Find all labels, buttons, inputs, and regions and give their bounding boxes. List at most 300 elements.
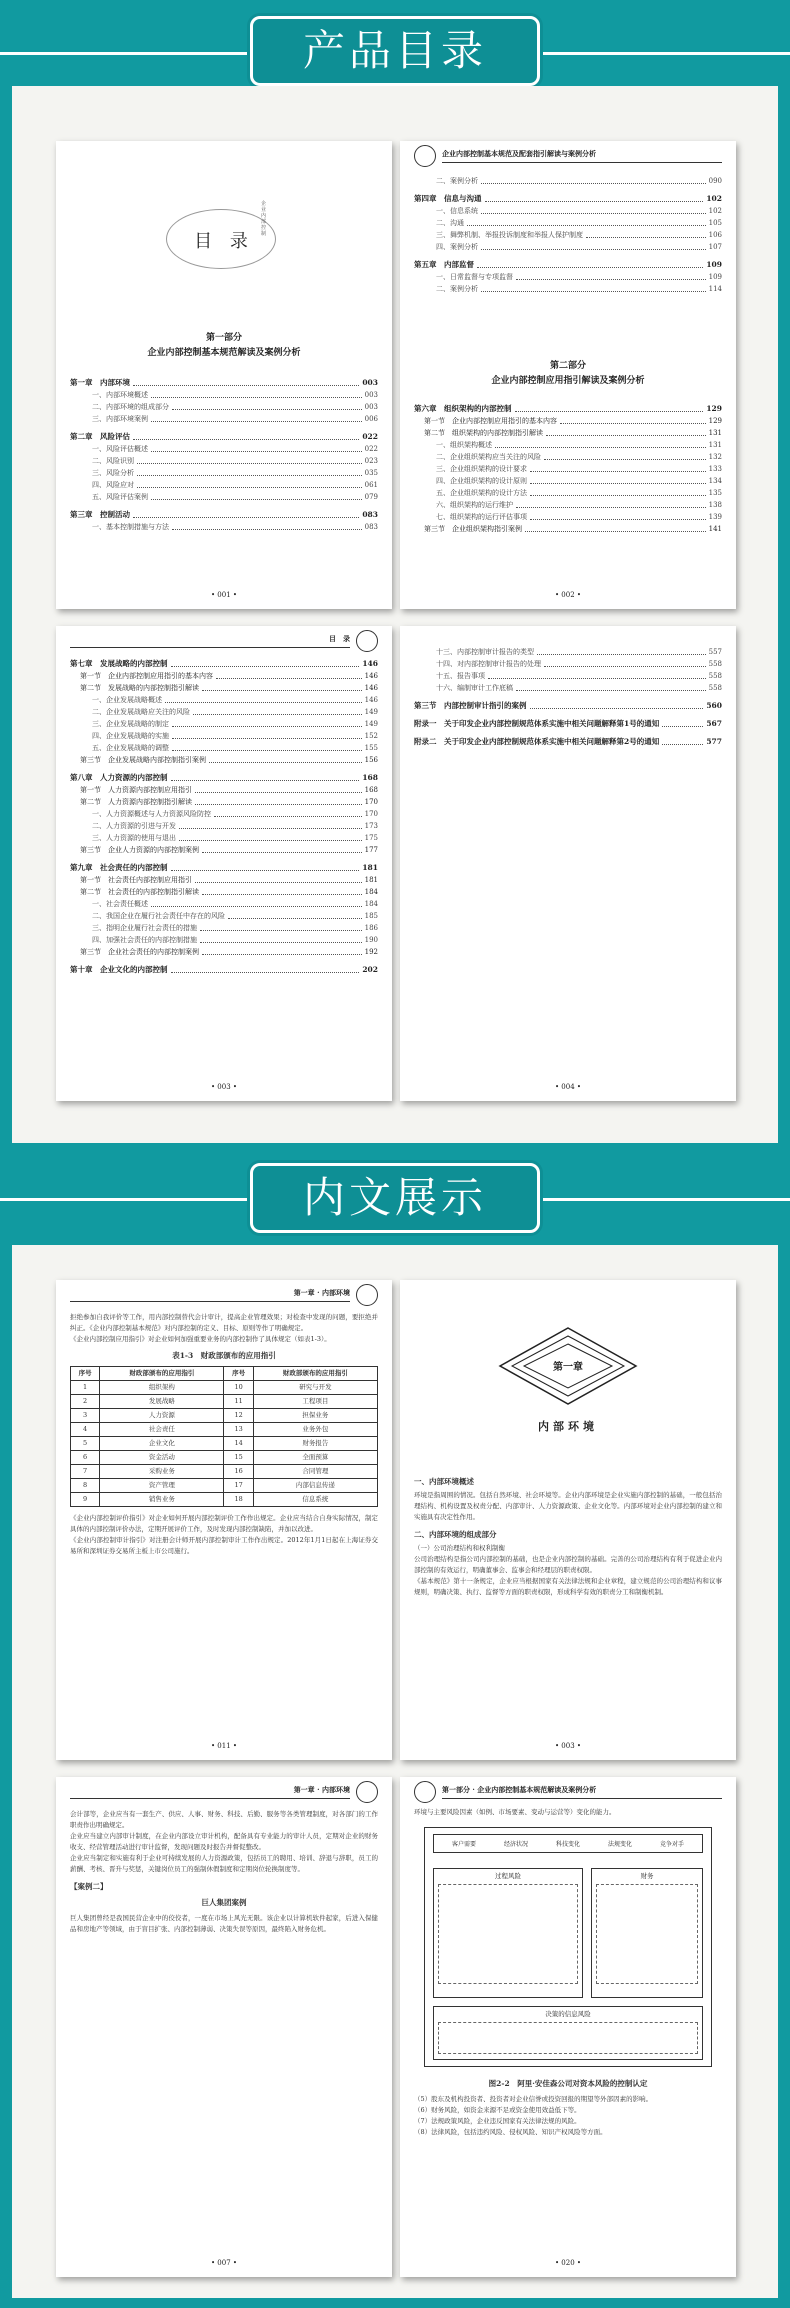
toc-entry-page: 139 (708, 513, 722, 521)
toc-entry-title: 二、企业发展战略应关注的风险 (92, 708, 190, 716)
page-header: 第一部分 · 企业内部控制基本规范解读及案例分析 (442, 1785, 722, 1799)
toc-leader (172, 726, 362, 727)
table-header-cell: 序号 (71, 1367, 100, 1381)
toc-entry-title: 一、内部环境概述 (92, 391, 148, 399)
toc-entry-title: 一、人力资源概述与人力资源风险防控 (92, 810, 211, 818)
toc-leader (172, 529, 362, 530)
toc-entry (414, 658, 722, 670)
toc-entry (414, 259, 722, 271)
toc-leader (216, 678, 362, 679)
toc-entry (70, 455, 378, 467)
toc-entry-title: 第二节 发展战略的内部控制指引解读 (80, 684, 199, 692)
toc-entry (414, 403, 722, 415)
toc-leader (137, 463, 362, 464)
toc-leader (202, 690, 362, 691)
toc-entry (70, 658, 378, 670)
toc-entry (414, 283, 722, 295)
toc-entry-title: 十六、编制审计工作底稿 (436, 684, 513, 692)
paragraph: 《基本规范》第十一条规定，企业应当根据国家有关法律法规和企业章程，建立规范的公司治理结构和议事规则，明确决策、执行、监督等方面的职责权限，形成科学有效的职责分工和制衡机制。 (414, 1577, 722, 1596)
table-cell: 11 (224, 1395, 253, 1409)
toc-entry-title: 三、企业组织架构的设计要求 (436, 465, 527, 473)
toc-entry (414, 427, 722, 439)
toc-entry-title: 二、我国企业在履行社会责任中存在的风险 (92, 912, 225, 920)
content-page-3 (56, 1777, 392, 2277)
toc-entry-title: 七、组织架构的运行评估事项 (436, 513, 527, 521)
diagram-label: 决策的信息风险 (545, 2010, 591, 2018)
toc-entry (70, 808, 378, 820)
table-row (71, 1423, 378, 1437)
toc-leader (481, 183, 706, 184)
toc-entry-page: 132 (708, 453, 722, 461)
toc-leader (137, 487, 362, 488)
toc-entry (70, 401, 378, 413)
toc-leader (179, 840, 362, 841)
toc-entry-title: 一、风险评估概述 (92, 445, 148, 453)
diagram-factor: 客户需要 (451, 1841, 476, 1848)
catalog-section (12, 86, 778, 1143)
toc-leader (544, 666, 706, 667)
toc-leader (530, 708, 704, 709)
toc-entry-page: 184 (364, 900, 378, 908)
toc-leader (530, 519, 706, 520)
toc-entry (70, 898, 378, 910)
table-cell: 社会责任 (100, 1423, 224, 1437)
toc-entry-title: 第五章 内部监督 (414, 260, 474, 269)
toc-leader (537, 654, 706, 655)
table-row (71, 1465, 378, 1479)
page-number: • 001 • (210, 591, 238, 599)
toc-entry (414, 718, 722, 730)
toc-entry-title: 三、企业发展战略的制定 (92, 720, 169, 728)
paragraph: 会计部等，企业应当有一套生产、供应、人事、财务、科技、后勤、服务等各类管理制度，对各部门的工作职责作出明确规定。 (70, 1810, 378, 1829)
toc-entry (70, 491, 378, 503)
toc-leader (214, 816, 362, 817)
toc-entry-title: 十五、报告事项 (436, 672, 485, 680)
toc-leader (137, 475, 362, 476)
logo-icon (356, 1284, 378, 1306)
toc-entry (70, 670, 378, 682)
toc-entry (414, 475, 722, 487)
toc-entry-title: 第三节 企业发展战略内部控制指引案例 (80, 756, 206, 764)
toc-entry-title: 十三、内部控制审计报告的类型 (436, 648, 534, 656)
toc-entry-page: 190 (364, 936, 378, 944)
toc-entry-title: 第二章 风险评估 (70, 432, 130, 441)
page-number: • 004 • (554, 1083, 582, 1091)
toc-leader (530, 495, 706, 496)
toc-entry-title: 第一章 内部环境 (70, 378, 130, 387)
toc-entry-title: 二、案例分析 (436, 177, 478, 185)
part-title: 企业内部控制应用指引解读及案例分析 (491, 376, 645, 386)
toc-entry (70, 922, 378, 934)
toc-entry-page: 023 (364, 457, 378, 465)
paragraph: 《企业内部控制审计指引》对注册会计师开展内部控制审计工作作出规定。2012年1月1日起在上海证券交易所和深圳证券交易所主板上市公司施行。 (70, 1536, 378, 1555)
toc-entry-title: 三、舞弊机制、举报投诉制度和举报人保护制度 (436, 231, 583, 239)
toc-entry-title: 第三节 企业组织架构指引案例 (424, 525, 522, 533)
toc-entry-title: 第二节 人力资源内部控制指引解读 (80, 798, 192, 806)
banner-line-left (0, 1198, 250, 1201)
table-cell: 9 (71, 1493, 100, 1507)
page-header: 企业内部控制基本规范及配套指引解读与案例分析 (442, 149, 722, 163)
toc-entry-page: 090 (708, 177, 722, 185)
toc-leader (171, 870, 360, 871)
toc-leader (515, 411, 704, 412)
toc-entry-page: 083 (364, 523, 378, 531)
toc-entry-page: 105 (708, 219, 722, 227)
toc-entry-page: 133 (708, 465, 722, 473)
toc-entry-title: 第三节 企业社会责任的内部控制案例 (80, 948, 199, 956)
table-cell: 研究与开发 (253, 1381, 377, 1395)
toc-leader (481, 213, 706, 214)
toc-leader (488, 678, 706, 679)
toc-leader (172, 738, 362, 739)
toc-entry-page: 558 (708, 684, 722, 692)
toc-entry-page: 152 (364, 732, 378, 740)
toc-leader (662, 726, 703, 727)
toc-entry-title: 四、企业组织架构的设计原则 (436, 477, 527, 485)
toc-entry (70, 946, 378, 958)
toc-entry (70, 772, 378, 784)
diagram-title: 图2-2 阿里·安佳森公司对资本风险的控制认定 (488, 2079, 648, 2088)
toc-entry-page: 107 (708, 243, 722, 251)
table-cell: 工程项目 (253, 1395, 377, 1409)
content-banner: 内文展示 (250, 1163, 540, 1233)
banner-line-right (540, 52, 790, 55)
toc-entry-title: 第六章 组织架构的内部控制 (414, 404, 512, 413)
toc-leader (477, 267, 703, 268)
toc-entry-title: 五、风险评估案例 (92, 493, 148, 501)
toc-entry-title: 第十章 企业文化的内部控制 (70, 965, 168, 974)
toc-leader (151, 499, 362, 500)
paragraph: 拒绝参加自我评价等工作，用内部控制替代会计审计，提高企业管理效果；对检查中发现的问题，要拒绝并纠正。《企业内部控制基本规范》对内部控制的定义、目标、原则等作了明确规定。 (70, 1313, 378, 1332)
toc-page-3 (56, 626, 392, 1101)
toc-entry-page: 149 (364, 720, 378, 728)
part-label: 第一部分 (205, 333, 242, 343)
toc-entry (414, 523, 722, 535)
toc-entry-title: 附录二 关于印发企业内部控制规范体系实施中相关问题解释第2号的通知 (414, 737, 660, 746)
table-row (71, 1451, 378, 1465)
toc-leader (172, 750, 362, 751)
diagram-label: 过程风险 (495, 1872, 521, 1880)
toc-entry-page: 181 (362, 863, 378, 872)
toc-entry (70, 964, 378, 976)
table-cell: 财务报告 (253, 1437, 377, 1451)
table-cell: 6 (71, 1451, 100, 1465)
paragraph: 《企业内部控制应用指引》对企业如何加强重要业务的内部控制作了具体规定（如表1-3）。 (70, 1335, 331, 1343)
toc-entry (70, 730, 378, 742)
toc-entry-title: 四、企业发展战略的实施 (92, 732, 169, 740)
toc-entry (70, 886, 378, 898)
toc-entry-title: 二、风险识别 (92, 457, 134, 465)
table-cell: 1 (71, 1381, 100, 1395)
toc-entry-page: 035 (364, 469, 378, 477)
toc-leader (209, 762, 362, 763)
toc-entry (414, 241, 722, 253)
toc-entry-page: 131 (708, 429, 722, 437)
page-number: • 007 • (210, 2259, 238, 2267)
toc-leader (193, 714, 362, 715)
table-row (71, 1479, 378, 1493)
toc-entry-page: 109 (708, 273, 722, 281)
table-cell: 17 (224, 1479, 253, 1493)
toc-leader (560, 423, 706, 424)
toc-entry-title: 第八章 人力资源的内部控制 (70, 773, 168, 782)
toc-leader (195, 792, 362, 793)
toc-leader (525, 531, 706, 532)
table-cell: 12 (224, 1409, 253, 1423)
logo-icon (356, 630, 378, 652)
toc-leader (467, 225, 706, 226)
toc-leader (662, 744, 703, 745)
catalog-banner: 产品目录 (250, 16, 540, 86)
toc-entry (414, 229, 722, 241)
table-cell: 合同管理 (253, 1465, 377, 1479)
toc-leader (228, 918, 362, 919)
toc-entry-page: 102 (708, 207, 722, 215)
toc-leader (530, 483, 706, 484)
toc-entry-title: 第二节 社会责任的内部控制指引解读 (80, 888, 199, 896)
toc-entry-title: 二、沟通 (436, 219, 464, 227)
toc-entry (414, 646, 722, 658)
toc-list (414, 175, 722, 295)
table-cell: 担保业务 (253, 1409, 377, 1423)
paragraph: 环境与主要风险因素（如例、市场要素、变动与运营等）变化的能力。 (414, 1808, 616, 1816)
toc-leader (151, 421, 362, 422)
toc-entry-title: 五、企业组织架构的设计方法 (436, 489, 527, 497)
toc-leader (195, 804, 362, 805)
toc-leader (200, 930, 362, 931)
toc-entry-page: 146 (364, 684, 378, 692)
banner-line-left (0, 52, 250, 55)
toc-leader (172, 409, 362, 410)
table-row (71, 1493, 378, 1507)
toc-entry-page: 168 (364, 786, 378, 794)
toc-entry-page: 560 (706, 701, 722, 710)
toc-entry (70, 718, 378, 730)
paragraph: 企业应当建立内部审计制度，在企业内部设立审计机构，配备具有专业能力的审计人员，定期对企业的财务收支、经营管理活动进行审计监督，发现问题及时报告并督促整改。 (70, 1832, 378, 1851)
toc-entry (414, 439, 722, 451)
table-cell: 4 (71, 1423, 100, 1437)
toc-entry (414, 175, 722, 187)
table-cell: 内部信息传递 (253, 1479, 377, 1493)
toc-entry-title: 第二节 组织架构的内部控制指引解读 (424, 429, 543, 437)
content-section (12, 1245, 778, 2298)
toc-entry-page: 170 (364, 810, 378, 818)
paragraph: （8）法律风险，包括违约风险、侵权风险、知识产权风险等方面。 (414, 2128, 607, 2136)
section-heading: 一、内部环境概述 (414, 1477, 474, 1486)
toc-entry-title: 四、加强社会责任的内部控制措施 (92, 936, 197, 944)
subheading: （一）公司治理结构和权利制衡 (414, 1544, 505, 1552)
toc-entry-title: 十四、对内部控制审计报告的处理 (436, 660, 541, 668)
toc-leader (151, 451, 362, 452)
toc-entry-title: 一、日常监督与专项监督 (436, 273, 513, 281)
toc-entry-title: 三、内部环境案例 (92, 415, 148, 423)
toc-entry-page: 168 (362, 773, 378, 782)
seal-text: 企业内部控制 (261, 201, 267, 237)
table-row (71, 1437, 378, 1451)
content-page-1 (56, 1280, 392, 1760)
toc-entry (70, 796, 378, 808)
table-cell: 5 (71, 1437, 100, 1451)
toc-leader (202, 894, 362, 895)
toc-entry (414, 463, 722, 475)
toc-entry-page: 109 (706, 260, 722, 269)
toc-entry-page: 175 (364, 834, 378, 842)
toc-leader (195, 882, 362, 883)
table-cell: 资产管理 (100, 1479, 224, 1493)
toc-entry-page: 577 (706, 737, 722, 746)
toc-entry-page: 003 (362, 378, 378, 387)
toc-entry (414, 451, 722, 463)
toc-entry-title: 三、指明企业履行社会责任的措施 (92, 924, 197, 932)
toc-entry-title: 第七章 发展战略的内部控制 (70, 659, 168, 668)
toc-entry-page: 129 (708, 417, 722, 425)
page-number: • 002 • (554, 591, 582, 599)
toc-entry-title: 第四章 信息与沟通 (414, 194, 482, 203)
toc-entry-title: 第一节 企业内部控制应用指引的基本内容 (424, 417, 557, 425)
toc-entry (70, 509, 378, 521)
toc-entry-title: 一、基本控制措施与方法 (92, 523, 169, 531)
toc-leader (516, 690, 706, 691)
toc-leader (171, 780, 360, 781)
toc-leader (165, 702, 362, 703)
toc-entry (70, 377, 378, 389)
part-title: 企业内部控制基本规范解读及案例分析 (147, 348, 301, 358)
toc-entry-page: 106 (708, 231, 722, 239)
toc-entry-title: 四、案例分析 (436, 243, 478, 251)
mulu-title: 目 录 (194, 231, 254, 252)
toc-entry (70, 934, 378, 946)
toc-entry-page: 134 (708, 477, 722, 485)
page-number: • 011 • (210, 1742, 238, 1750)
table-cell: 采购业务 (100, 1465, 224, 1479)
toc-leader (202, 852, 362, 853)
toc-entry (414, 499, 722, 511)
chapter-label: 第一章 (553, 1362, 583, 1373)
toc-leader (202, 954, 362, 955)
toc-entry-page: 146 (364, 696, 378, 704)
page-number: • 020 • (554, 2259, 582, 2267)
case-title: 巨人集团案例 (201, 1898, 247, 1907)
chapter-title: 内部环境 (538, 1420, 598, 1433)
toc-entry (70, 389, 378, 401)
toc-entry (70, 910, 378, 922)
toc-entry (70, 844, 378, 856)
toc-entry-title: 五、企业发展战略的调整 (92, 744, 169, 752)
table-cell: 3 (71, 1409, 100, 1423)
page-header: 目 录 (70, 634, 350, 648)
toc-entry-title: 第三节 企业人力资源的内部控制案例 (80, 846, 199, 854)
toc-entry-page: 006 (364, 415, 378, 423)
toc-entry (414, 700, 722, 712)
toc-entry-page: 156 (364, 756, 378, 764)
paragraph: 巨人集团曾经是我国民营企业中的佼佼者，一度在市场上风光无限。该企业以计算机软件起家，后进入保健品和房地产等领域，由于盲目扩张、内部控制薄弱、决策失误等原因，最终陷入财务危机。 (70, 1914, 378, 1933)
table-row (71, 1381, 378, 1395)
toc-leader (151, 397, 362, 398)
banner-line-right (540, 1198, 790, 1201)
diagram-label: 财务 (640, 1872, 654, 1880)
toc-entry-title: 第一节 人力资源内部控制应用指引 (80, 786, 192, 794)
table-row (71, 1409, 378, 1423)
table-cell: 发展战略 (100, 1395, 224, 1409)
toc-entry-title: 一、社会责任概述 (92, 900, 148, 908)
toc-entry-title: 六、组织架构的运行维护 (436, 501, 513, 509)
toc-entry-title: 二、案例分析 (436, 285, 478, 293)
toc-entry-page: 184 (364, 888, 378, 896)
content-page-4 (400, 1777, 736, 2277)
toc-entry (70, 413, 378, 425)
toc-list (414, 646, 722, 748)
toc-entry-title: 二、人力资源的引进与开发 (92, 822, 176, 830)
toc-leader (133, 439, 359, 440)
table-cell: 2 (71, 1395, 100, 1409)
toc-leader (530, 471, 706, 472)
table-cell: 信息系统 (253, 1493, 377, 1507)
table-cell: 业务外包 (253, 1423, 377, 1437)
toc-leader (179, 828, 362, 829)
toc-entry (70, 694, 378, 706)
toc-entry-title: 第一节 社会责任内部控制应用指引 (80, 876, 192, 884)
toc-leader (200, 942, 362, 943)
toc-leader (485, 201, 704, 202)
toc-entry-page: 022 (362, 432, 378, 441)
toc-entry-page: 114 (708, 285, 722, 293)
toc-entry-title: 第一节 企业内部控制应用指引的基本内容 (80, 672, 213, 680)
toc-entry (414, 511, 722, 523)
paragraph: （7）法规政策风险，企业违反国家有关法律法规的风险。 (414, 2117, 581, 2125)
table-cell: 14 (224, 1437, 253, 1451)
part-label: 第二部分 (549, 361, 586, 371)
toc-list (414, 397, 722, 535)
toc-entry (414, 487, 722, 499)
toc-entry (70, 742, 378, 754)
toc-entry (70, 820, 378, 832)
table-title: 表1-3 财政部颁布的应用指引 (172, 1351, 276, 1360)
guideline-table (70, 1366, 378, 1507)
case-label: 【案例二】 (70, 1882, 108, 1891)
table-cell: 18 (224, 1493, 253, 1507)
toc-entry (414, 271, 722, 283)
toc-entry-page: 003 (364, 403, 378, 411)
toc-leader (516, 279, 706, 280)
toc-entry-page: 185 (364, 912, 378, 920)
paragraph: （6）财务风险，如资金来源不足或资金使用效益低下等。 (414, 2106, 581, 2114)
toc-entry (414, 682, 722, 694)
toc-leader (481, 249, 706, 250)
toc-leader (586, 237, 706, 238)
diagram-factor: 竞争对手 (659, 1841, 684, 1848)
toc-list (70, 371, 378, 533)
page-header: 第一章 · 内部环境 (70, 1288, 350, 1302)
toc-entry (70, 706, 378, 718)
toc-entry (70, 832, 378, 844)
table-cell: 10 (224, 1381, 253, 1395)
toc-entry-title: 三、风险分析 (92, 469, 134, 477)
toc-entry-page: 173 (364, 822, 378, 830)
toc-entry-title: 一、信息系统 (436, 207, 478, 215)
toc-entry (70, 443, 378, 455)
toc-leader (516, 507, 706, 508)
toc-entry-page: 003 (364, 391, 378, 399)
table-row (71, 1395, 378, 1409)
toc-leader (495, 447, 706, 448)
toc-entry-page: 083 (362, 510, 378, 519)
toc-entry-title: 第三节 内部控制审计指引的案例 (414, 701, 527, 710)
toc-entry-page: 146 (364, 672, 378, 680)
toc-page-1 (56, 141, 392, 609)
page-number: • 003 • (554, 1742, 582, 1750)
toc-list (70, 652, 378, 976)
toc-leader (171, 972, 360, 973)
